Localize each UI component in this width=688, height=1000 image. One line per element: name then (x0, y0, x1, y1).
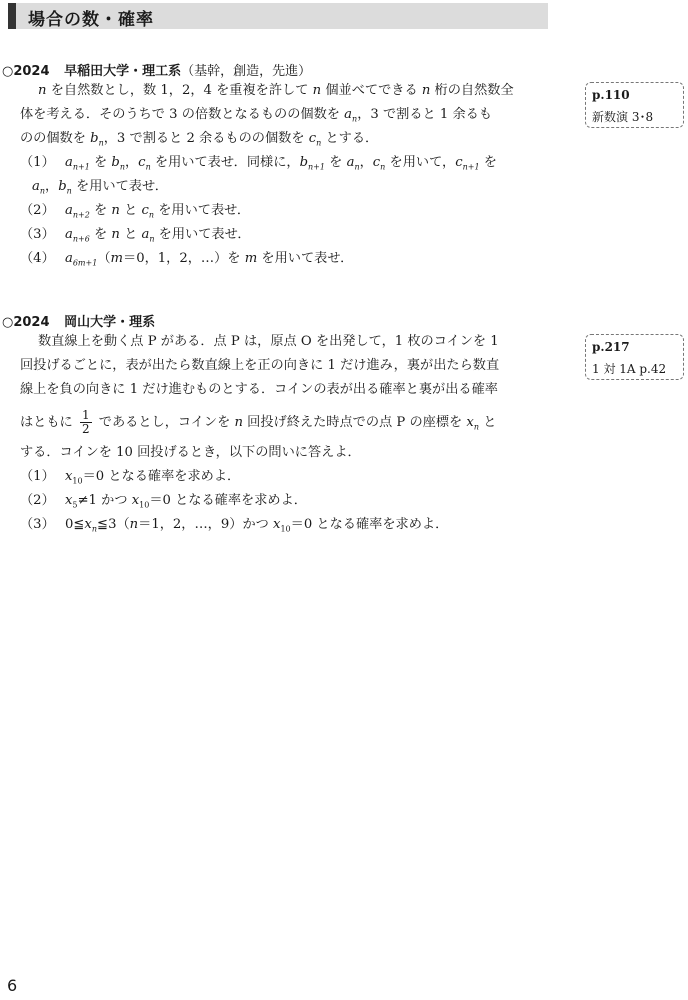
problem-2-question-2: （2） $x_5\ne 1$ かつ $x_{10}=0$ となる確率を求めよ． (20, 493, 307, 510)
problem-2-text-line-4: はともに $\frac{1}{2}$ であるとし，コインを n 回投げ終えた時点での点 P の座標を $x_n$ と (20, 408, 497, 436)
reference-box-2 (585, 334, 684, 380)
problem-1-text-line-2: 体を考える．そのうちで 3 の倍数となるものの個数を $a_n$，3 で割ると 1 余るも (20, 107, 493, 124)
reference-book: 新数演 3･8 (592, 110, 654, 124)
problem-2-year: ○2024 (2, 315, 50, 330)
problem-2-text-line-2: 回投げるごとに，表が出たら数直線上を正の向きに 1 だけ進み，裏が出たら数直 (20, 358, 500, 373)
problem-2-heading (2, 311, 155, 330)
problem-1-heading (2, 60, 311, 79)
problem-2-question-1: （1） $x_{10}=0$ となる確率を求めよ． (20, 469, 241, 486)
reference-page: p.217 (592, 340, 630, 354)
problem-2-text-line-1: 数直線上を動く点 P がある．点 P は，原点 O を出発して，1 枚のコインを 1 (38, 334, 499, 349)
problem-1-question-4: （4） $a_{6m+1}(m=0$，1，2，…）を m を用いて表せ． (20, 251, 354, 268)
problem-1-question-2: （2） $a_{n+2}$ を n と $c_n$ を用いて表せ． (20, 203, 251, 220)
reference-page: p.110 (592, 88, 630, 102)
page-number: 6 (7, 976, 18, 995)
section-header (8, 3, 548, 29)
problem-2-school: 岡山大学・理系 (64, 315, 156, 330)
problem-2-text-line-3: 線上を負の向きに 1 だけ進むものとする．コインの表が出る確率と裏が出る確率 (20, 382, 498, 397)
problem-1-question-1-cont: $a_n$，$b_n$ を用いて表せ． (32, 179, 168, 196)
problem-1-question-3: （3） $a_{n+6}$ を n と $a_n$ を用いて表せ． (20, 227, 251, 244)
problem-1-departments: （基幹，創造，先進） (181, 64, 312, 79)
problem-1-school: 早稲田大学・理工系 (64, 64, 182, 79)
problem-1-year: ○2024 (2, 64, 50, 79)
problem-1-text-line-1: n を自然数とし，数 1，2，4 を重複を許して n 個並べてできる n 桁の自然数全 (38, 83, 514, 98)
problem-1-text-line-3: のの個数を $b_n$，3 で割ると 2 余るものの個数を $c_n$ とする． (20, 131, 379, 148)
problem-1-question-1: （1） $a_{n+1}$ を $b_n$，$c_n$ を用いて表せ．同様に，$b_{n+1}$ を $a_n$，$c_n$ を用いて，$c_{n+1}$ を (20, 155, 497, 172)
problem-2-question-3: （3） $0≦x_n≦3(n=1$，2，…，9）かつ $x_{10}=0$ となる確率を求めよ． (20, 517, 449, 534)
reference-box-1 (585, 82, 684, 128)
reference-book: 1 対 1A p.42 (592, 362, 667, 376)
problem-2-text-line-5: する．コインを 10 回投げるとき，以下の問いに答えよ． (20, 445, 361, 460)
section-title: 場合の数・確率 (28, 10, 154, 30)
header-marker (8, 3, 16, 29)
fraction-one-half: $\frac{1}{2}$ (81, 408, 90, 436)
